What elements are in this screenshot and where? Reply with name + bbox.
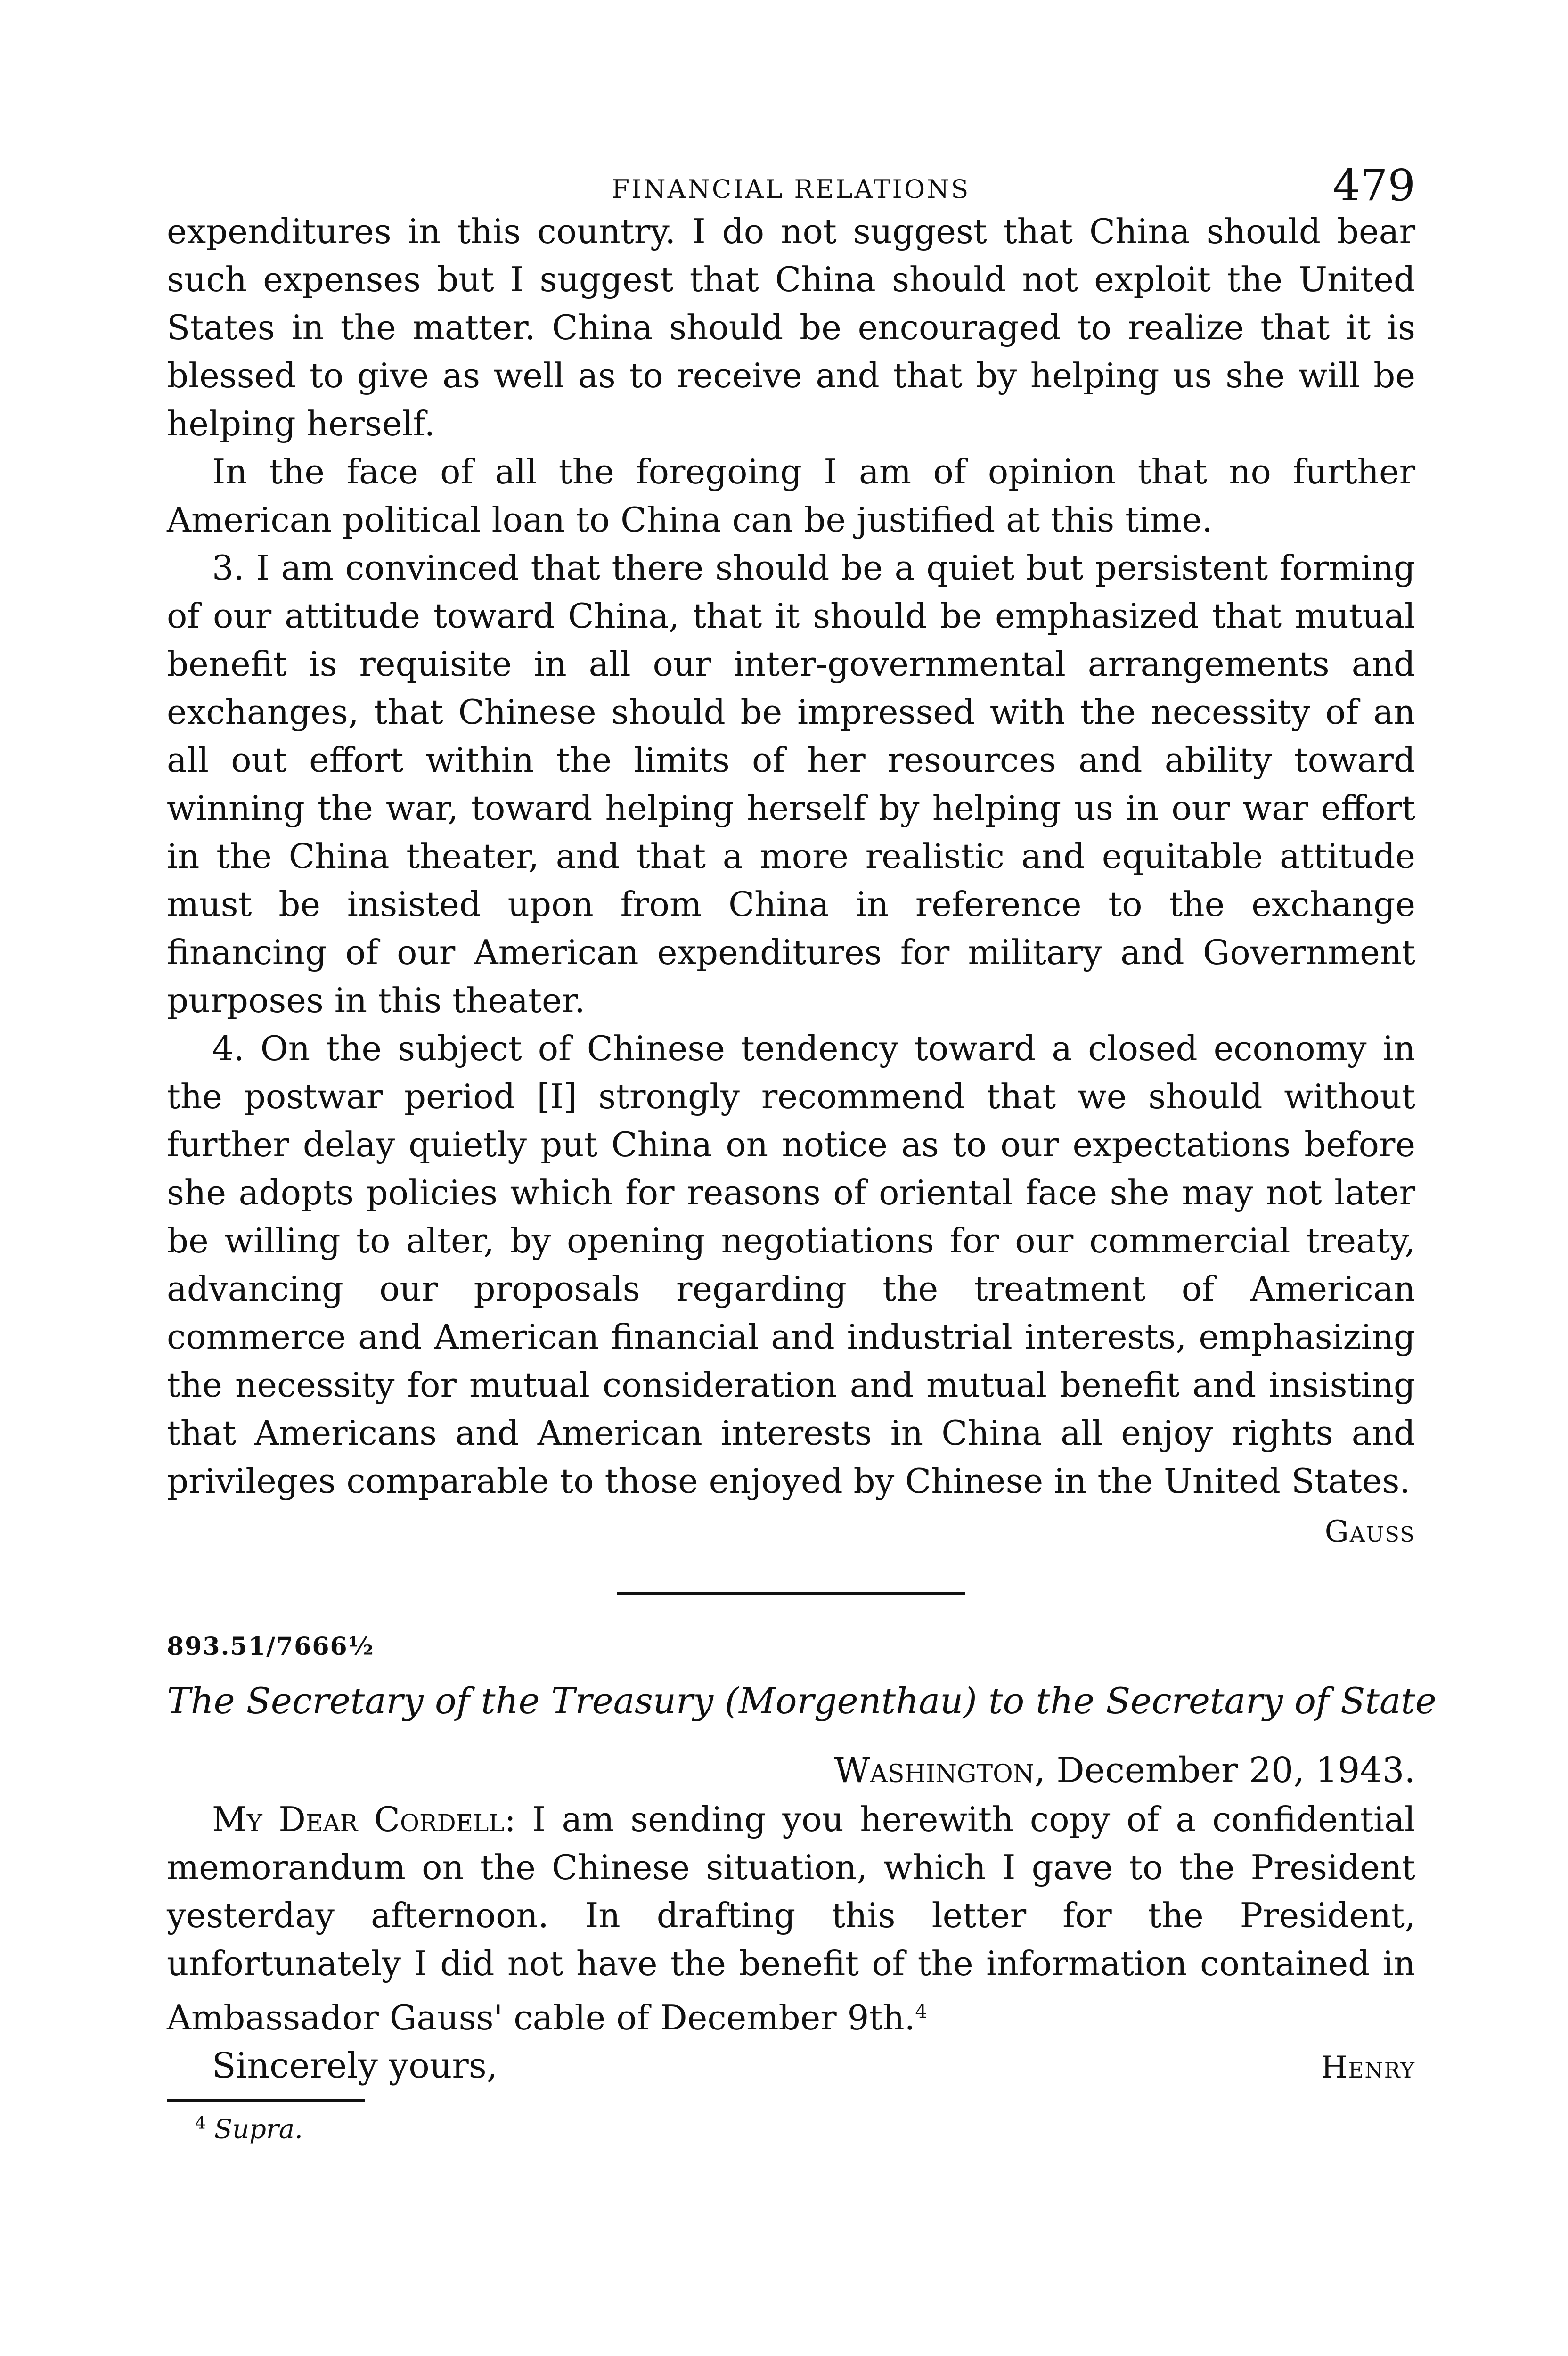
paragraph-1: expenditures in this country. I do not suggest that China should bear such expenses but I suggest that China should not exploit the United States in the matter. China should be encouraged to realize that it is blessed to give as well as to receive and that by helping us she will be helping herself. [167, 212, 1415, 443]
letter-body [167, 1795, 1415, 2042]
salutation: My Dear Cordell: [212, 1800, 516, 1839]
letter-text: I am sending you herewith copy of a confidential memorandum on the Chinese situation, which I gave to the President yesterday afternoon. In drafting this letter for the President, unfortunately I did not have the benefit of the information contained in Ambassador Gauss' cable of December 9th. [167, 1800, 1416, 2037]
paragraph-3: 3. I am convinced that there should be a quiet but persistent forming of our attitude toward China, that it should be emphasized that mutual benefit is requisite in all our inter-governmental arrangements and exchanges, that Chinese should be impressed with the necessity of an all out effort within the limits of her resources and ability toward winning the war, toward helping herself by helping us in our war effort in the China theater, and that a more realistic and equitable attitude must be insisted upon from China in reference to the exchange financing of our American expenditures for military and Government purposes in this theater. [167, 548, 1415, 1020]
closing-row [167, 2042, 1415, 2092]
paragraph-4: 4. On the subject of Chinese tendency toward a closed economy in the postwar period [I] strongly recommend that we should without further delay quietly put China on notice as to our expectations before she adopts policies which for reasons of oriental face she may not later be willing to alter, by opening negotiations for our commercial treaty, advancing our proposals regarding the treatment of American commerce and American financial and industrial interests, emphasizing the necessity for mutual consideration and mutual benefit and insisting that Americans and American interests in China all enjoy rights and privileges comparable to those enjoyed by Chinese in the United States. [167, 1029, 1415, 1501]
section-divider [617, 1592, 965, 1595]
running-title: FINANCIAL RELATIONS [612, 174, 971, 204]
signature-gauss: Gauss [1324, 1514, 1415, 1549]
footnote [167, 2114, 1415, 2145]
closing: Sincerely yours, [212, 2045, 498, 2086]
body-text [167, 207, 1415, 1505]
dateline-date: December 20, 1943. [1056, 1750, 1415, 1791]
signature-henry: Henry [1321, 2050, 1415, 2085]
page-number: 479 [1332, 160, 1415, 211]
footnote-marker: 4 [195, 2114, 206, 2133]
document-page [167, 155, 1437, 2145]
file-number: 893.51/7666½ [167, 1632, 375, 1661]
footnote-text: Supra. [214, 2114, 303, 2145]
footnote-rule [167, 2099, 365, 2102]
paragraph-2: In the face of all the foregoing I am of opinion that no further American political loan to China can be justified at this time. [167, 452, 1415, 540]
footnote-reference: 4 [915, 2001, 927, 2022]
dateline [167, 1750, 1415, 1791]
running-header [167, 155, 1415, 211]
dateline-place: Washington, [834, 1750, 1045, 1791]
document-heading: The Secretary of the Treasury (Morgenthau) to the Secretary of State [167, 1680, 1437, 1722]
letter-paragraph [167, 1795, 1415, 2042]
